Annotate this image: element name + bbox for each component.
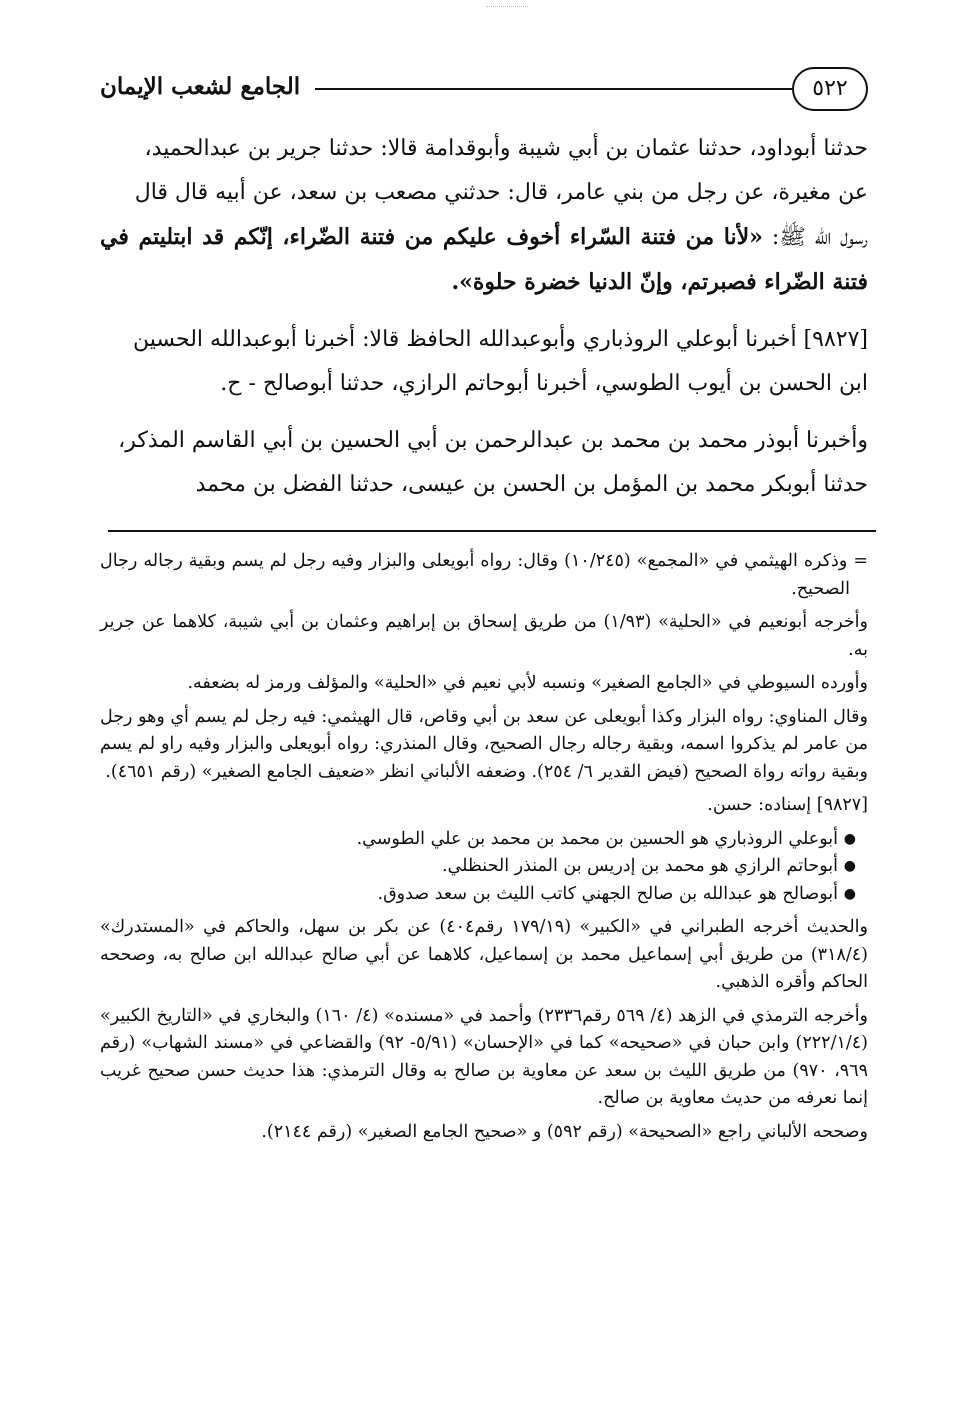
text-line: حدثنا أبوبكر محمد بن المؤمل بن الحسن بن عيسى، حدثنا الفضل بن محمد bbox=[195, 472, 868, 497]
book-title: الجامع لشعب الإيمان bbox=[100, 73, 301, 100]
hadith-paragraph bbox=[100, 127, 868, 305]
text-run: رسول الله ﷺ: bbox=[771, 225, 868, 250]
footnote: = وذكره الهيثمي في «المجمع» (١٠/٢٤٥) وقال: رواه أبويعلى والبزار وفيه رجل لم يسم وبقية رجاله رجال الصحيح. bbox=[100, 551, 868, 599]
bullet-icon: ● bbox=[843, 885, 856, 902]
footnote: وأخرجه الترمذي في الزهد (٤/ ٥٦٩ رقم٢٣٣٦) وأحمد في «مسنده» (٤/ ١٦٠) والبخاري في «التاريخ الكبير» (٢٢٢/١/٤) وابن حبان في «صحيحه» كما في «الإحسان» (٥/٩١- ٩٢) والقضاعي في «مسند الشهاب» (رقم ٩٦٩، ٩٧٠) من طريق الليث بن سعد عن معاوية بن صالح به وقال الترمذي: هذا حديث حسن صحيح غريب إنما نعرفه من حديث معاوية بن صالح. bbox=[100, 1005, 869, 1108]
footnote: والحديث أخرجه الطبراني في «الكبير» (١٧٩/١٩ رقم٤٠٤) عن بكر بن سهل، والحاكم في «المستدرك» (٣١٨/٤) من طريق أبي إسماعيل محمد بن إسماعيل، كلاهما عن أبي صالح عبدالله ابن صالح به، وصححه الحاكم وأقره الذهبي. bbox=[100, 917, 868, 992]
main-text bbox=[100, 127, 868, 520]
page-header bbox=[100, 55, 868, 111]
list-item-text: أبوحاتم الرازي هو محمد بن إدريس بن المنذر الحنظلي. bbox=[441, 856, 838, 876]
list-item bbox=[100, 881, 868, 909]
text-line: ابن الحسن بن أيوب الطوسي، أخبرنا أبوحاتم الرازي، حدثنا أبوصالح - ح. bbox=[220, 371, 868, 396]
page-number-badge: ٥٢٢ bbox=[792, 67, 868, 111]
footnote: وقال المناوي: رواه البزار وكذا أبويعلى عن سعد بن أبي وقاص، قال الهيثمي: فيه رجل لم يسم أي وهو رجل من عامر لم يذكروا اسمه، وبقية رجاله رجال الصحيح، وقال المنذري: رواه أبويعلى والبزار وفيه راو لم يسم وبقية رواته رواة الصحيح (فيض القدير ٦/ ٢٥٤). وضعفه الألباني انظر «ضعيف الجامع الصغير» (رقم ٤٦٥١). bbox=[99, 706, 868, 782]
footnote: وأخرجه أبونعيم في «الحلية» (١/٩٣) من طريق إسحاق بن إبراهيم وعثمان بن أبي شيبة، كلاهما عن جرير به. bbox=[100, 612, 868, 660]
isnad-paragraph-second bbox=[100, 419, 868, 507]
header-rule bbox=[315, 88, 792, 90]
isnad-paragraph-9827 bbox=[100, 318, 868, 406]
footnote: [٩٨٢٧] إسناده: حسن. bbox=[707, 795, 868, 815]
list-item bbox=[100, 853, 868, 881]
scan-mark bbox=[486, 6, 528, 7]
footnote-separator bbox=[108, 530, 876, 532]
list-item-text: أبوصالح هو عبدالله بن صالح الجهني كاتب الليث بن سعد صدوق. bbox=[377, 883, 838, 904]
text-line bbox=[100, 215, 868, 305]
text-line: حدثنا أبوداود، حدثنا عثمان بن أبي شيبة وأبوقدامة قالا: حدثنا جرير بن عبدالحميد، bbox=[144, 136, 868, 161]
hadith-text: «لأنا من فتنة السّراء أخوف عليكم من فتنة الضّراء، إنّكم قد ابتليتم في فتنة الضّراء فصبرتم، وإنّ الدنيا خضرة حلوة». bbox=[100, 224, 868, 295]
footnotes bbox=[100, 548, 868, 1152]
text-line: [٩٨٢٧] أخبرنا أبوعلي الروذباري وأبوعبدالله الحافظ قالا: أخبرنا أبوعبدالله الحسين bbox=[133, 327, 868, 352]
list-item bbox=[100, 826, 868, 854]
footnote: وأورده السيوطي في «الجامع الصغير» ونسبه لأبي نعيم في «الحلية» والمؤلف ورمز له بضعفه. bbox=[187, 673, 868, 693]
text-line: عن مغيرة، عن رجل من بني عامر، قال: حدثني مصعب بن سعد، عن أبيه قال قال bbox=[134, 180, 868, 205]
list-item-text: أبوعلي الروذباري هو الحسين بن محمد بن محمد بن علي الطوسي. bbox=[356, 828, 838, 849]
bullet-icon: ● bbox=[843, 830, 856, 847]
text-line: وأخبرنا أبوذر محمد بن محمد بن عبدالرحمن بن أبي الحسين بن أبي القاسم المذكر، bbox=[118, 428, 868, 453]
bullet-icon: ● bbox=[843, 858, 856, 874]
footnote: وصححه الألباني راجع «الصحيحة» (رقم ٥٩٢) و «صحيح الجامع الصغير» (رقم ٢١٤٤). bbox=[261, 1121, 868, 1142]
